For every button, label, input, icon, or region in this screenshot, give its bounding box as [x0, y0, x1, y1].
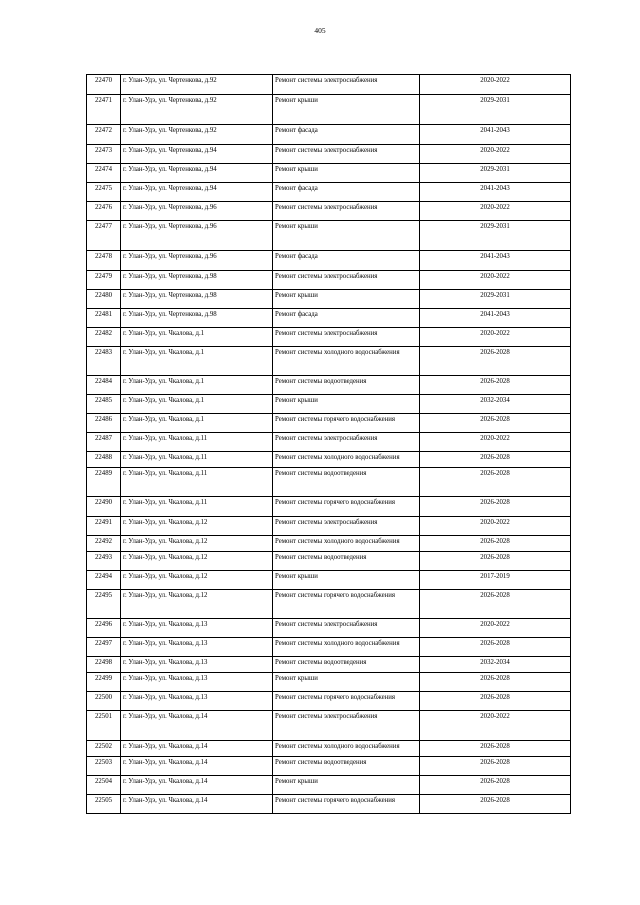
- row-work-type: Ремонт системы электроснабжения: [273, 517, 420, 536]
- row-period: 2020-2022: [420, 619, 571, 638]
- row-number: 22471: [87, 95, 121, 125]
- table-row: [87, 202, 571, 221]
- table-row: [87, 271, 571, 290]
- row-work-type: Ремонт крыши: [273, 571, 420, 590]
- row-work-type: Ремонт системы электроснабжения: [273, 202, 420, 221]
- row-address: г. Улан-Удэ, ул. Чертенкова, д.92: [121, 95, 273, 125]
- row-work-type: Ремонт системы водоотведения: [273, 376, 420, 395]
- row-period: 2029-2031: [420, 95, 571, 125]
- table-body: [87, 75, 571, 814]
- row-address: г. Улан-Удэ, ул. Чкалова, д.14: [121, 757, 273, 776]
- row-number: 22497: [87, 638, 121, 657]
- row-work-type: Ремонт крыши: [273, 673, 420, 692]
- page-number: 405: [314, 26, 326, 35]
- row-period: 2026-2028: [420, 776, 571, 795]
- row-address: г. Улан-Удэ, ул. Чкалова, д.1: [121, 395, 273, 414]
- table-row: [87, 657, 571, 673]
- row-work-type: Ремонт крыши: [273, 395, 420, 414]
- row-period: 2020-2022: [420, 328, 571, 347]
- row-address: г. Улан-Удэ, ул. Чертенкова, д.92: [121, 125, 273, 145]
- row-address: г. Улан-Удэ, ул. Чертенкова, д.92: [121, 75, 273, 95]
- row-number: 22489: [87, 468, 121, 497]
- row-address: г. Улан-Удэ, ул. Чкалова, д.12: [121, 590, 273, 619]
- table-row: [87, 468, 571, 497]
- row-period: 2017-2019: [420, 571, 571, 590]
- row-period: 2026-2028: [420, 673, 571, 692]
- row-period: 2032-2034: [420, 395, 571, 414]
- row-period: 2041-2043: [420, 251, 571, 271]
- row-address: г. Улан-Удэ, ул. Чкалова, д.1: [121, 414, 273, 433]
- row-number: 22484: [87, 376, 121, 395]
- table-row: [87, 452, 571, 468]
- table-row: [87, 711, 571, 741]
- repair-register-table: [86, 74, 571, 814]
- row-number: 22499: [87, 673, 121, 692]
- row-work-type: Ремонт системы горячего водоснабжения: [273, 795, 420, 814]
- table-row: [87, 590, 571, 619]
- table-row: [87, 183, 571, 202]
- row-work-type: Ремонт фасада: [273, 251, 420, 271]
- row-work-type: Ремонт системы горячего водоснабжения: [273, 414, 420, 433]
- row-period: 2026-2028: [420, 452, 571, 468]
- row-work-type: Ремонт крыши: [273, 776, 420, 795]
- row-address: г. Улан-Удэ, ул. Чкалова, д.12: [121, 536, 273, 552]
- row-period: 2029-2031: [420, 164, 571, 183]
- row-address: г. Улан-Удэ, ул. Чертенкова, д.96: [121, 202, 273, 221]
- row-address: г. Улан-Удэ, ул. Чкалова, д.14: [121, 795, 273, 814]
- row-number: 22472: [87, 125, 121, 145]
- row-period: 2041-2043: [420, 309, 571, 328]
- table-row: [87, 757, 571, 776]
- row-address: г. Улан-Удэ, ул. Чкалова, д.14: [121, 711, 273, 741]
- row-period: 2026-2028: [420, 376, 571, 395]
- table-row: [87, 251, 571, 271]
- row-number: 22503: [87, 757, 121, 776]
- row-number: 22498: [87, 657, 121, 673]
- row-period: 2020-2022: [420, 145, 571, 164]
- row-number: 22487: [87, 433, 121, 452]
- table-row: [87, 95, 571, 125]
- row-number: 22470: [87, 75, 121, 95]
- row-period: 2026-2028: [420, 497, 571, 517]
- row-address: г. Улан-Удэ, ул. Чкалова, д.1: [121, 328, 273, 347]
- row-number: 22474: [87, 164, 121, 183]
- row-period: 2041-2043: [420, 183, 571, 202]
- row-address: г. Улан-Удэ, ул. Чертенкова, д.98: [121, 309, 273, 328]
- row-number: 22505: [87, 795, 121, 814]
- row-period: 2020-2022: [420, 75, 571, 95]
- row-number: 22496: [87, 619, 121, 638]
- row-address: г. Улан-Удэ, ул. Чкалова, д.1: [121, 376, 273, 395]
- row-period: 2020-2022: [420, 433, 571, 452]
- table-row: [87, 536, 571, 552]
- table-row: [87, 619, 571, 638]
- row-address: г. Улан-Удэ, ул. Чкалова, д.13: [121, 619, 273, 638]
- row-number: 22478: [87, 251, 121, 271]
- row-work-type: Ремонт фасада: [273, 125, 420, 145]
- table-row: [87, 328, 571, 347]
- row-number: 22483: [87, 347, 121, 376]
- row-work-type: Ремонт крыши: [273, 95, 420, 125]
- row-address: г. Улан-Удэ, ул. Чкалова, д.1: [121, 347, 273, 376]
- table-row: [87, 164, 571, 183]
- row-work-type: Ремонт системы водоотведения: [273, 552, 420, 571]
- table-row: [87, 145, 571, 164]
- row-work-type: Ремонт системы электроснабжения: [273, 328, 420, 347]
- row-work-type: Ремонт системы холодного водоснабжения: [273, 741, 420, 757]
- row-address: г. Улан-Удэ, ул. Чкалова, д.12: [121, 552, 273, 571]
- row-work-type: Ремонт системы холодного водоснабжения: [273, 638, 420, 657]
- table-row: [87, 571, 571, 590]
- table-row: [87, 673, 571, 692]
- row-number: 22485: [87, 395, 121, 414]
- row-work-type: Ремонт крыши: [273, 221, 420, 251]
- row-work-type: Ремонт системы холодного водоснабжения: [273, 536, 420, 552]
- row-work-type: Ремонт фасада: [273, 309, 420, 328]
- row-work-type: Ремонт системы электроснабжения: [273, 619, 420, 638]
- table-row: [87, 741, 571, 757]
- row-work-type: Ремонт системы электроснабжения: [273, 711, 420, 741]
- row-period: 2026-2028: [420, 552, 571, 571]
- table-row: [87, 414, 571, 433]
- row-number: 22488: [87, 452, 121, 468]
- row-number: 22504: [87, 776, 121, 795]
- row-address: г. Улан-Удэ, ул. Чкалова, д.14: [121, 776, 273, 795]
- row-address: г. Улан-Удэ, ул. Чкалова, д.11: [121, 433, 273, 452]
- row-work-type: Ремонт системы водоотведения: [273, 757, 420, 776]
- table-row: [87, 75, 571, 95]
- row-period: 2041-2043: [420, 125, 571, 145]
- row-period: 2026-2028: [420, 468, 571, 497]
- row-work-type: Ремонт системы холодного водоснабжения: [273, 452, 420, 468]
- row-number: 22481: [87, 309, 121, 328]
- row-work-type: Ремонт крыши: [273, 290, 420, 309]
- row-address: г. Улан-Удэ, ул. Чкалова, д.13: [121, 692, 273, 711]
- row-work-type: Ремонт крыши: [273, 164, 420, 183]
- table-row: [87, 552, 571, 571]
- row-work-type: Ремонт системы электроснабжения: [273, 145, 420, 164]
- row-address: г. Улан-Удэ, ул. Чкалова, д.11: [121, 497, 273, 517]
- row-period: 2029-2031: [420, 221, 571, 251]
- row-number: 22500: [87, 692, 121, 711]
- row-address: г. Улан-Удэ, ул. Чертенкова, д.98: [121, 290, 273, 309]
- table-row: [87, 692, 571, 711]
- table-row: [87, 517, 571, 536]
- row-work-type: Ремонт системы горячего водоснабжения: [273, 692, 420, 711]
- row-number: 22502: [87, 741, 121, 757]
- row-number: 22486: [87, 414, 121, 433]
- row-period: 2020-2022: [420, 202, 571, 221]
- row-address: г. Улан-Удэ, ул. Чертенкова, д.96: [121, 251, 273, 271]
- row-address: г. Улан-Удэ, ул. Чертенкова, д.94: [121, 145, 273, 164]
- row-period: 2026-2028: [420, 757, 571, 776]
- row-number: 22482: [87, 328, 121, 347]
- row-address: г. Улан-Удэ, ул. Чкалова, д.13: [121, 657, 273, 673]
- row-number: 22491: [87, 517, 121, 536]
- table-row: [87, 347, 571, 376]
- row-address: г. Улан-Удэ, ул. Чкалова, д.14: [121, 741, 273, 757]
- row-period: 2026-2028: [420, 692, 571, 711]
- row-work-type: Ремонт системы электроснабжения: [273, 271, 420, 290]
- table-row: [87, 376, 571, 395]
- table-row: [87, 125, 571, 145]
- row-number: 22493: [87, 552, 121, 571]
- row-work-type: Ремонт системы горячего водоснабжения: [273, 590, 420, 619]
- row-number: 22477: [87, 221, 121, 251]
- table-row: [87, 776, 571, 795]
- row-number: 22501: [87, 711, 121, 741]
- row-number: 22473: [87, 145, 121, 164]
- table-row: [87, 290, 571, 309]
- row-work-type: Ремонт системы электроснабжения: [273, 75, 420, 95]
- row-period: 2032-2034: [420, 657, 571, 673]
- row-period: 2026-2028: [420, 590, 571, 619]
- row-number: 22479: [87, 271, 121, 290]
- row-address: г. Улан-Удэ, ул. Чкалова, д.13: [121, 673, 273, 692]
- row-address: г. Улан-Удэ, ул. Чкалова, д.12: [121, 517, 273, 536]
- row-work-type: Ремонт системы водоотведения: [273, 657, 420, 673]
- row-period: 2026-2028: [420, 795, 571, 814]
- row-number: 22476: [87, 202, 121, 221]
- row-period: 2026-2028: [420, 638, 571, 657]
- row-work-type: Ремонт системы электроснабжения: [273, 433, 420, 452]
- table-row: [87, 395, 571, 414]
- row-number: 22492: [87, 536, 121, 552]
- table-row: [87, 309, 571, 328]
- row-number: 22480: [87, 290, 121, 309]
- row-address: г. Улан-Удэ, ул. Чертенкова, д.98: [121, 271, 273, 290]
- row-work-type: Ремонт системы водоотведения: [273, 468, 420, 497]
- row-period: 2020-2022: [420, 517, 571, 536]
- row-address: г. Улан-Удэ, ул. Чкалова, д.11: [121, 468, 273, 497]
- row-address: г. Улан-Удэ, ул. Чкалова, д.11: [121, 452, 273, 468]
- row-address: г. Улан-Удэ, ул. Чертенкова, д.94: [121, 183, 273, 202]
- row-work-type: Ремонт системы холодного водоснабжения: [273, 347, 420, 376]
- row-address: г. Улан-Удэ, ул. Чкалова, д.13: [121, 638, 273, 657]
- row-period: 2026-2028: [420, 347, 571, 376]
- table-row: [87, 795, 571, 814]
- row-period: 2026-2028: [420, 741, 571, 757]
- row-period: 2029-2031: [420, 290, 571, 309]
- row-period: 2026-2028: [420, 536, 571, 552]
- row-period: 2020-2022: [420, 271, 571, 290]
- row-address: г. Улан-Удэ, ул. Чертенкова, д.96: [121, 221, 273, 251]
- row-address: г. Улан-Удэ, ул. Чкалова, д.12: [121, 571, 273, 590]
- row-number: 22495: [87, 590, 121, 619]
- table-row: [87, 433, 571, 452]
- table-row: [87, 638, 571, 657]
- row-address: г. Улан-Удэ, ул. Чертенкова, д.94: [121, 164, 273, 183]
- row-number: 22475: [87, 183, 121, 202]
- row-work-type: Ремонт системы горячего водоснабжения: [273, 497, 420, 517]
- row-work-type: Ремонт фасада: [273, 183, 420, 202]
- row-period: 2020-2022: [420, 711, 571, 741]
- table-row: [87, 497, 571, 517]
- table-row: [87, 221, 571, 251]
- row-number: 22490: [87, 497, 121, 517]
- row-number: 22494: [87, 571, 121, 590]
- row-period: 2026-2028: [420, 414, 571, 433]
